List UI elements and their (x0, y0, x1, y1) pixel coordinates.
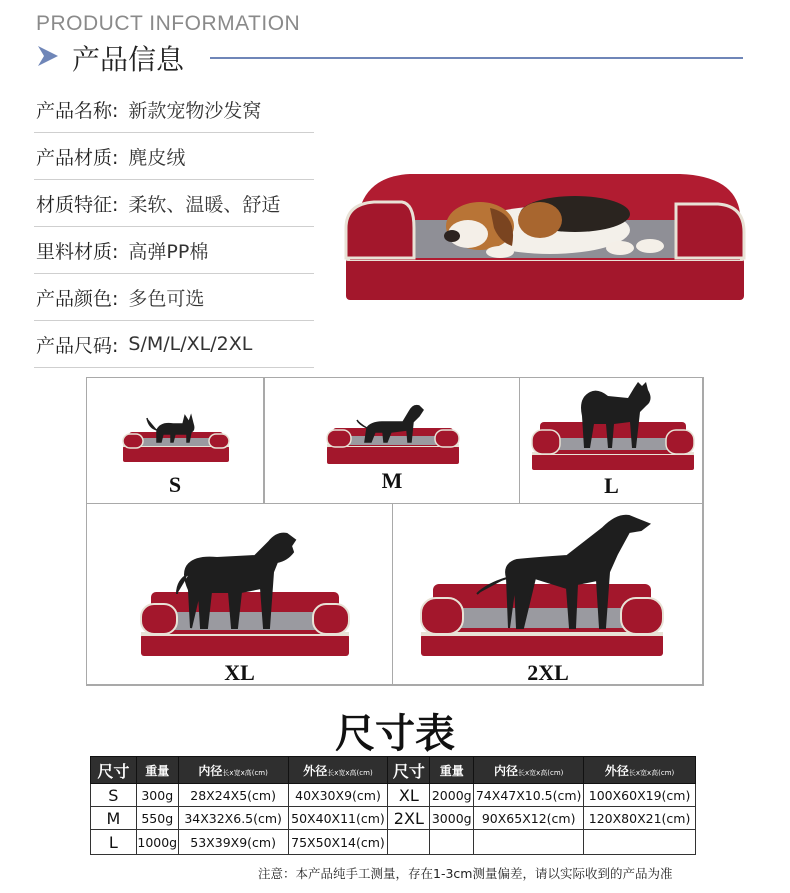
table-cell: 2XL (388, 807, 430, 830)
header-outer-label: 外径 (604, 763, 629, 778)
header-outer-note: 长x宽x高(cm) (628, 768, 675, 777)
info-row-name (34, 86, 314, 133)
info-row-color (34, 274, 314, 321)
table-row (91, 784, 696, 807)
table-cell: 300g (136, 784, 178, 807)
size-label: 2XL (527, 660, 569, 685)
header-inner-note: 长x宽x高(cm) (222, 768, 268, 777)
product-info-list (34, 86, 314, 368)
header-inner-note: 长x宽x高(cm) (517, 768, 564, 777)
header-outer (288, 757, 388, 784)
table-cell: 120X80X21(cm) (584, 807, 696, 830)
header-divider (210, 57, 743, 59)
size-cell-xl (86, 503, 393, 686)
table-cell (474, 830, 584, 855)
table-cell: 90X65X12(cm) (474, 807, 584, 830)
table-cell: 28X24X5(cm) (178, 784, 288, 807)
header-weight-2: 重量 (430, 757, 474, 784)
large-bed-with-dog-icon (528, 378, 698, 474)
header-title-en: PRODUCT INFORMATION (36, 12, 301, 35)
table-cell: 34X32X6.5(cm) (178, 807, 288, 830)
measurement-note: 注意：本产品纯手工测量，存在1-3cm测量偏差，请以实际收到的产品为准 (258, 866, 673, 881)
table-header-row (91, 757, 696, 784)
size-label: M (381, 468, 403, 493)
header-outer-note: 长x宽x高(cm) (327, 768, 373, 777)
info-row-feature (34, 180, 314, 227)
size-cell-2xl (392, 503, 704, 686)
size-illustration-grid (86, 377, 703, 685)
header-weight: 重量 (136, 757, 178, 784)
table-cell: M (91, 807, 137, 830)
info-row-lining (34, 227, 314, 274)
2xl-bed-with-dog-icon (417, 508, 667, 660)
header-outer-2 (584, 757, 696, 784)
table-cell: 550g (136, 807, 178, 830)
table-cell: XL (388, 784, 430, 807)
header-inner-2 (474, 757, 584, 784)
table-cell: S (91, 784, 137, 807)
size-table (90, 756, 696, 855)
small-bed-with-cat-icon (117, 408, 235, 470)
table-cell: 2000g (430, 784, 474, 807)
size-cell-s (86, 377, 264, 504)
size-label: XL (224, 660, 255, 685)
size-cell-m (264, 377, 520, 504)
info-row-material (34, 133, 314, 180)
header-outer-label: 外径 (303, 763, 328, 778)
info-label: 产品材质: (36, 146, 119, 169)
size-label: L (604, 473, 619, 498)
info-row-size (34, 321, 314, 368)
size-label: S (168, 472, 182, 497)
info-label: 里料材质: (36, 240, 119, 263)
chevron-right-icon (36, 44, 60, 68)
header-inner-label: 内径 (493, 763, 518, 778)
table-cell: 1000g (136, 830, 178, 855)
table-cell (388, 830, 430, 855)
table-cell: L (91, 830, 137, 855)
xl-bed-with-dog-icon (137, 532, 353, 660)
info-value: 新款宠物沙发窝 (128, 99, 262, 122)
header-inner-label: 内径 (198, 763, 223, 778)
table-cell (584, 830, 696, 855)
info-label: 产品名称: (36, 99, 119, 122)
header-size-2: 尺寸 (388, 757, 430, 784)
info-label: 材质特征: (36, 193, 119, 216)
table-cell: 100X60X19(cm) (584, 784, 696, 807)
table-cell: 3000g (430, 807, 474, 830)
table-cell: 40X30X9(cm) (288, 784, 388, 807)
info-value: S/M/L/XL/2XL (128, 333, 253, 355)
info-label: 产品尺码: (36, 334, 119, 357)
table-row (91, 830, 696, 855)
medium-bed-with-dog-icon (321, 400, 465, 470)
info-value: 多色可选 (128, 287, 205, 310)
table-row (91, 807, 696, 830)
product-image-sofa-bed-with-dog (340, 168, 748, 308)
info-value: 柔软、温暖、舒适 (128, 193, 281, 216)
header-inner (178, 757, 288, 784)
table-cell: 53X39X9(cm) (178, 830, 288, 855)
table-cell: 75X50X14(cm) (288, 830, 388, 855)
size-cell-l (519, 377, 704, 504)
header-title-cn: 产品信息 (72, 43, 185, 76)
info-value: 麂皮绒 (128, 146, 186, 169)
table-cell (430, 830, 474, 855)
table-cell: 74X47X10.5(cm) (474, 784, 584, 807)
info-value: 高弹PP棉 (128, 240, 209, 263)
table-cell: 50X40X11(cm) (288, 807, 388, 830)
size-table-title: 尺寸表 (335, 711, 455, 757)
info-label: 产品颜色: (36, 287, 119, 310)
header-size: 尺寸 (91, 757, 137, 784)
